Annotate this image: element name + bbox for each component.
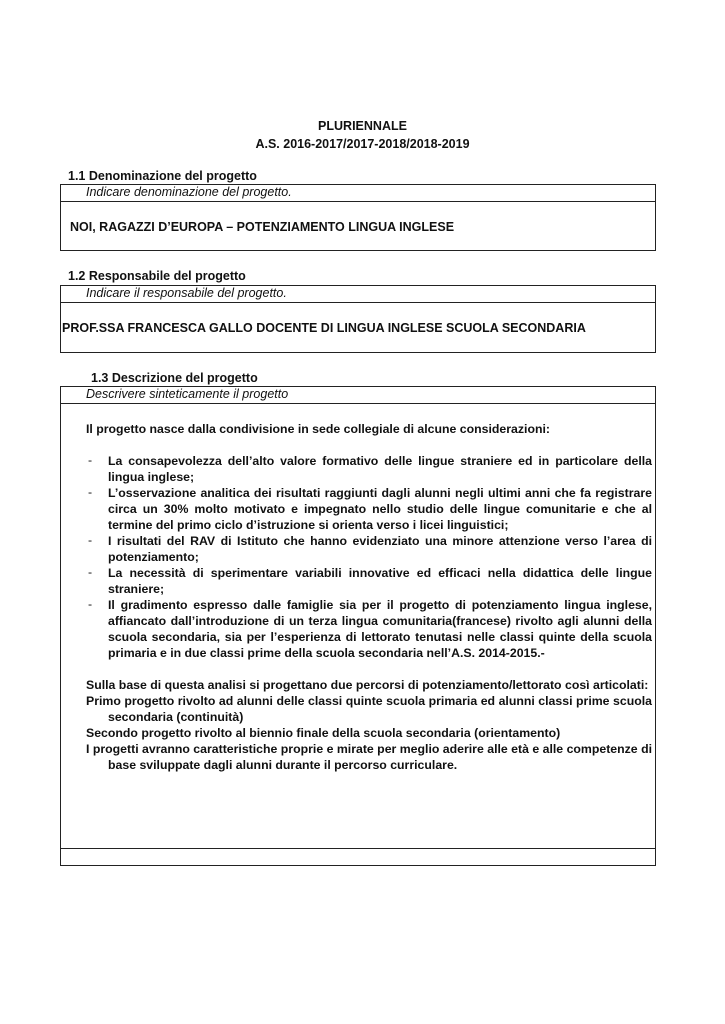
project-name: NOI, RAGAZZI D’EUROPA – POTENZIAMENTO LINGUA INGLESE — [70, 220, 455, 234]
section-heading-responsabile: 1.2 Responsabile del progetto — [68, 269, 246, 283]
section-heading-descrizione: 1.3 Descrizione del progetto — [91, 371, 258, 385]
description-intro: Il progetto nasce dalla condivisione in sede collegiale di alcune considerazioni: — [86, 422, 550, 436]
hint-descrizione: Descrivere sinteticamente il progetto — [60, 386, 656, 404]
list-item: - L’osservazione analitica dei risultati raggiunti dagli alunni negli ultimi anni che fa registrare circa un 30% molto motivato e impegnato nello studio delle lingue comunitarie e che al termine del primo ciclo d’istruzione si orienta verso i licei linguistici; — [86, 485, 652, 533]
list-item: - I risultati del RAV di Istituto che hanno evidenziato una minore attenzione verso l’area di potenziamento; — [86, 533, 652, 565]
project-one: Primo progetto rivolto ad alunni delle classi quinte scuola primaria ed alunni classi prime scuola secondaria (continuità) — [86, 694, 652, 724]
project-manager: PROF.SSA FRANCESCA GALLO DOCENTE DI LINGUA INGLESE SCUOLA SECONDARIA — [62, 321, 586, 335]
list-item: - La necessità di sperimentare variabili innovative ed efficaci nella didattica delle lingue straniere; — [86, 565, 652, 597]
hint-denominazione: Indicare denominazione del progetto. — [60, 184, 656, 202]
school-years: A.S. 2016-2017/2017-2018/2018-2019 — [255, 137, 470, 151]
analysis-text: Sulla base di questa analisi si progettano due percorsi di potenziamento/lettorato così articolati: — [86, 678, 649, 692]
list-item: - La consapevolezza dell’alto valore formativo delle lingue straniere ed in particolare della lingua inglese; — [86, 453, 652, 485]
closing-text: I progetti avranno caratteristiche proprie e mirate per meglio aderire alle età e alle competenze di base sviluppate dagli alunni durante il percorso curriculare. — [86, 742, 652, 772]
project-two: Secondo progetto rivolto al biennio finale della scuola secondaria (orientamento) — [86, 726, 561, 740]
document-title: PLURIENNALE — [318, 119, 407, 133]
box-footer-divider — [60, 848, 656, 849]
section-heading-denominazione: 1.1 Denominazione del progetto — [68, 169, 257, 183]
hint-responsabile: Indicare il responsabile del progetto. — [60, 285, 656, 303]
description-body — [86, 421, 652, 773]
considerations-list — [86, 453, 652, 661]
list-item: - Il gradimento espresso dalle famiglie sia per il progetto di potenziamento lingua inglese, affiancato dall’introduzione di un terza lingua comunitaria(francese) rivolto agli alunni della scuola secondaria, sia per l’esperienza di lettorato tenutasi nelle classi quinte della scuola primaria e in due classi prime della scuola secondaria nell’A.S. 2014-2015.- — [86, 597, 652, 661]
